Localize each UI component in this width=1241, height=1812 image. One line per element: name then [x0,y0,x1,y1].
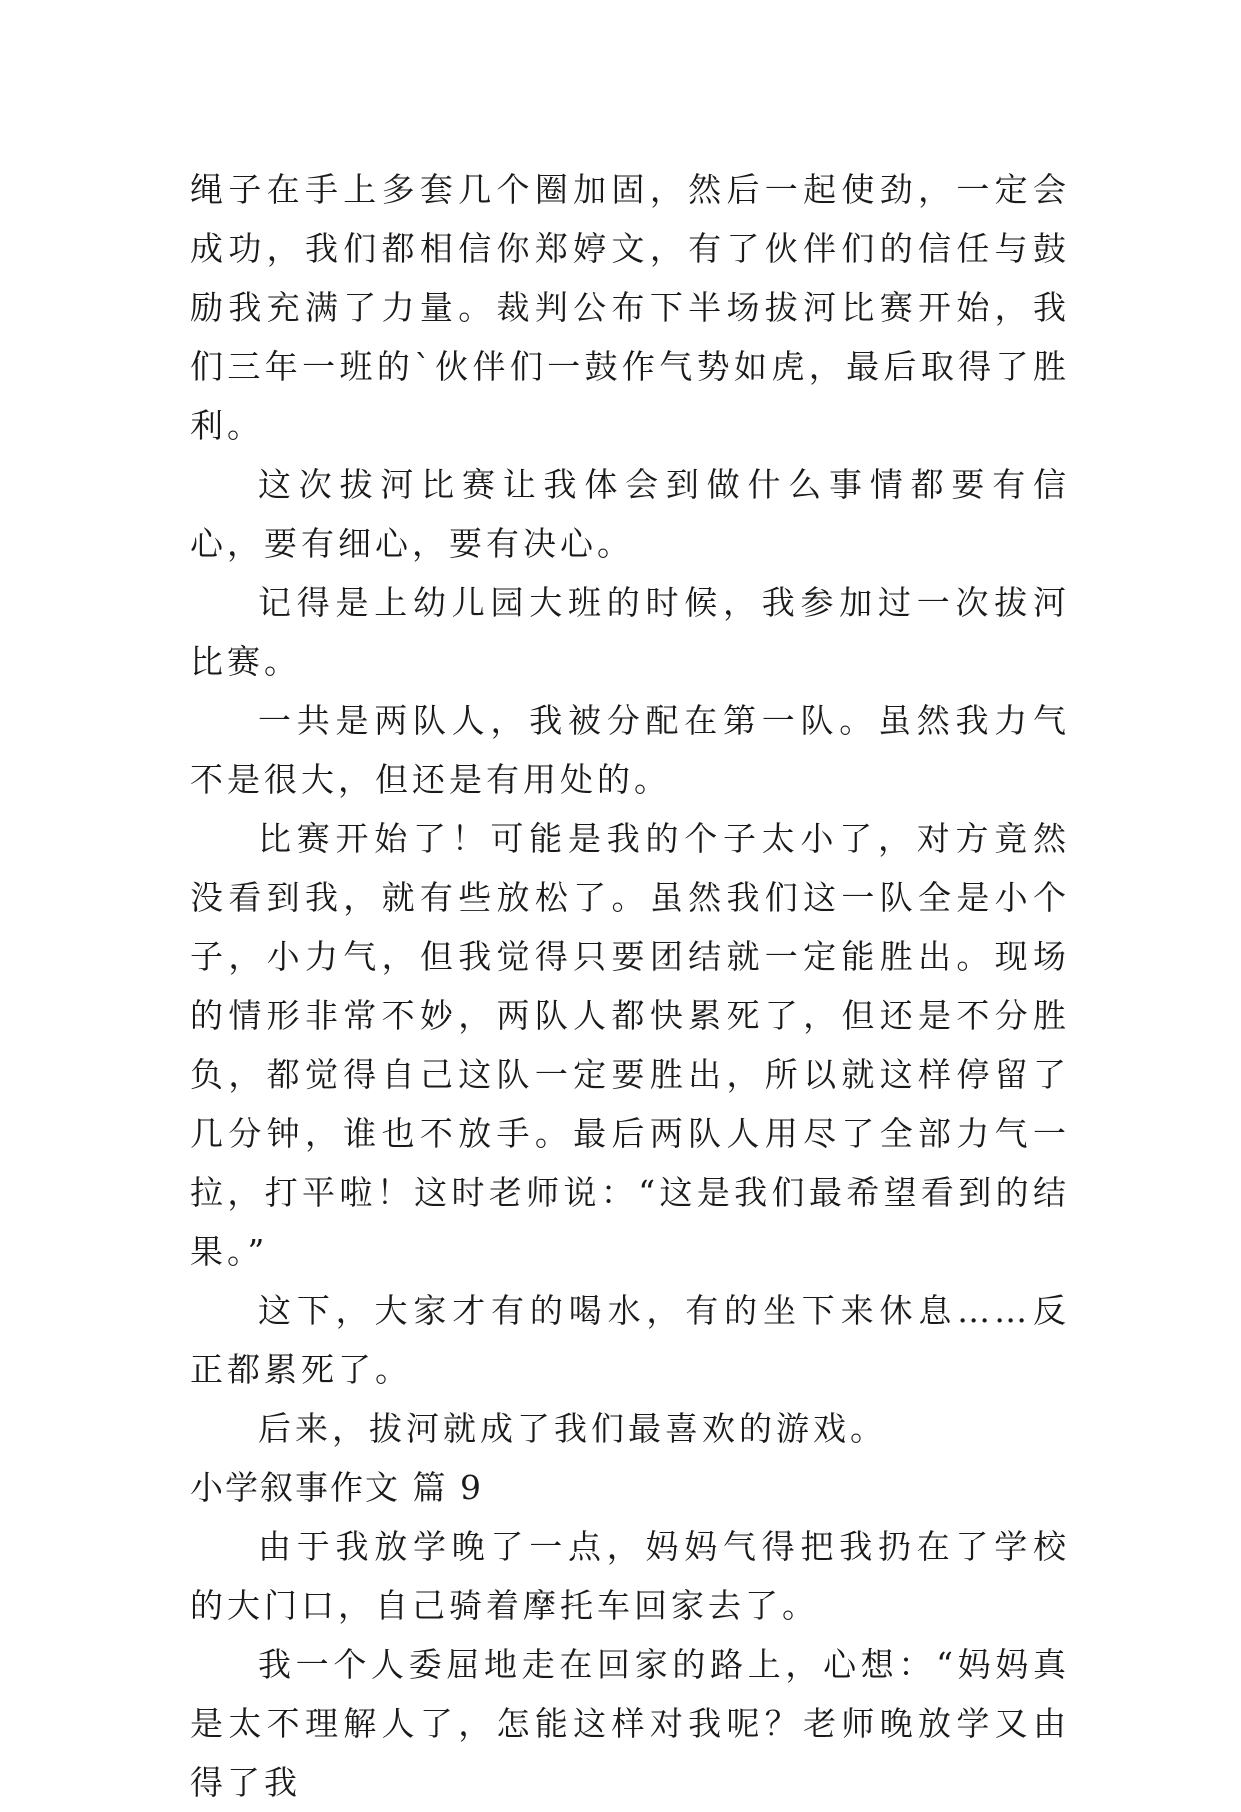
paragraph-6: 这下，大家才有的喝水，有的坐下来休息……反正都累死了。 [190,1291,1070,1389]
paragraph-7: 后来，拔河就成了我们最喜欢的游戏。 [258,1409,887,1448]
paragraph-2: 这次拔河比赛让我体会到做什么事情都要有信心，要有细心，要有决心。 [190,465,1070,563]
paragraph-3: 记得是上幼儿园大班的时候，我参加过一次拔河比赛。 [190,583,1070,681]
document-page [190,160,1070,1812]
paragraph-5: 比赛开始了！可能是我的个子太小了，对方竟然没看到我，就有些放松了。虽然我们这一队全是小个子，小力气，但我觉得只要团结就一定能胜出。现场的情形非常不妙，两队人都快累死了，但还是不分胜负，都觉得自己这队一定要胜出，所以就这样停留了几分钟，谁也不放手。最后两队人用尽了全部力气一拉，打平啦！这时老师说：“这是我们最希望看到的结果。” [190,819,1070,1271]
paragraph-4: 一共是两队人，我被分配在第一队。虽然我力气不是很大，但还是有用处的。 [190,701,1070,799]
paragraph-8: 由于我放学晚了一点，妈妈气得把我扔在了学校的大门口，自己骑着摩托车回家去了。 [190,1527,1070,1625]
paragraph-9: 我一个人委屈地走在回家的路上，心想：“妈妈真是太不理解人了，怎能这样对我呢？老师晚放学又由得了我 [190,1645,1070,1802]
paragraph-1: 绳子在手上多套几个圈加固，然后一起使劲，一定会成功，我们都相信你郑婷文，有了伙伴们的信任与鼓励我充满了力量。裁判公布下半场拔河比赛开始，我们三年一班的`伙伴们一鼓作气势如虎，最后取得了胜利。 [190,170,1070,445]
section-heading: 小学叙事作文 篇 9 [190,1468,483,1507]
